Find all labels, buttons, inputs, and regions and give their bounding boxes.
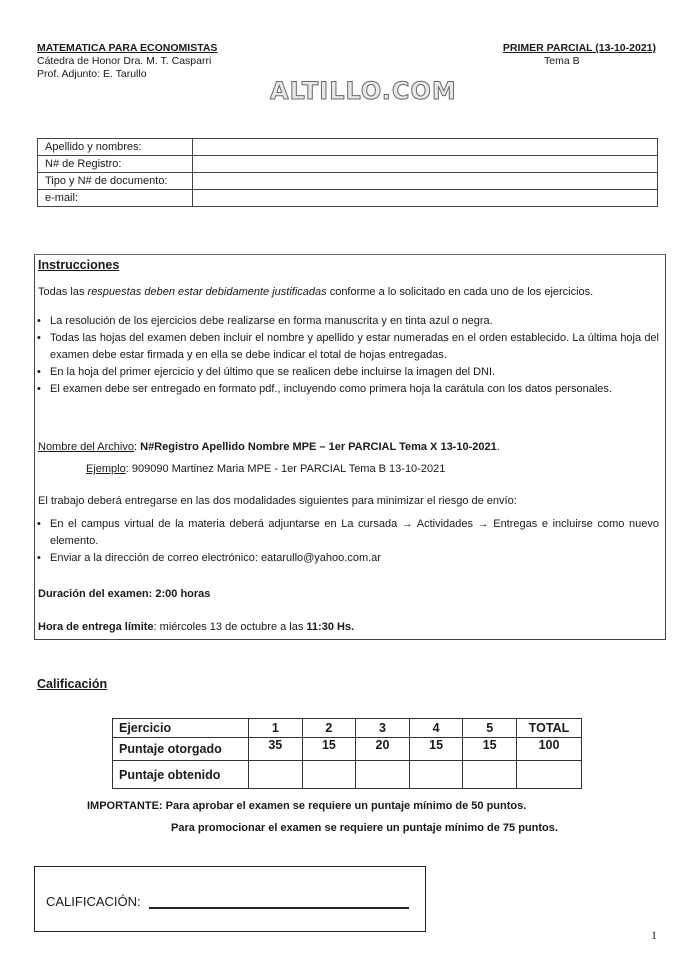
intro-text: Todas las — [38, 286, 88, 298]
table-cell: 3 — [356, 719, 410, 738]
chair-name: Cátedra de Honor Dra. M. T. Casparri — [37, 55, 212, 67]
info-label: Apellido y nombres: — [38, 139, 193, 156]
promotion-note: Para promocionar el examen se requiere un puntaje mínimo de 75 puntos. — [171, 822, 558, 834]
score-input[interactable] — [249, 761, 303, 789]
score-input[interactable] — [517, 761, 582, 789]
professor-name: Prof. Adjunto: E. Tarullo — [37, 68, 147, 80]
exam-tema: Tema B — [544, 55, 580, 67]
file-sep: : — [134, 441, 141, 453]
instructions-title: Instrucciones — [38, 258, 120, 272]
intro-emphasis: respuestas deben estar debidamente justificadas — [87, 286, 327, 298]
score-input[interactable] — [356, 761, 410, 789]
info-input-email[interactable] — [193, 190, 658, 207]
file-label: Nombre del Archivo — [38, 441, 134, 453]
important-note: IMPORTANTE: Para aprobar el examen se requiere un puntaje mínimo de 50 puntos. — [87, 800, 527, 812]
table-cell: 35 — [249, 738, 303, 761]
list-item: • Enviar a la dirección de correo electrónico: eatarullo@yahoo.com.ar — [37, 550, 659, 567]
table-cell: 1 — [249, 719, 303, 738]
info-input-name[interactable] — [193, 139, 658, 156]
student-info-table — [37, 138, 658, 207]
score-input[interactable] — [463, 761, 517, 789]
file-name-line — [38, 439, 660, 456]
list-item: • En la hoja del primer ejercicio y del último que se realicen debe incluirse la imagen del DNI. — [37, 364, 659, 381]
deadline-line — [38, 619, 660, 636]
info-label: N# de Registro: — [38, 156, 193, 173]
delivery-intro: El trabajo deberá entregarse en las dos modalidades siguientes para minimizar el riesgo de envío: — [38, 495, 517, 507]
table-cell: 5 — [463, 719, 517, 738]
intro-text-end: conforme a lo solicitado en cada uno de los ejercicios. — [326, 286, 594, 298]
page-number: 1 — [651, 928, 657, 942]
deadline-label: Hora de entrega límite — [38, 621, 154, 633]
list-item: • La resolución de los ejercicios debe realizarse en forma manuscrita y en tinta azul o negra. — [37, 313, 659, 330]
score-input[interactable] — [409, 761, 463, 789]
course-title: MATEMATICA PARA ECONOMISTAS — [37, 42, 218, 54]
table-row — [113, 719, 582, 738]
instructions-box — [34, 254, 666, 640]
table-cell: 20 — [356, 738, 410, 761]
table-cell: 15 — [409, 738, 463, 761]
grading-title: Calificación — [37, 677, 108, 691]
table-cell: Puntaje obtenido — [113, 761, 249, 789]
table-cell: 4 — [409, 719, 463, 738]
table-cell: 100 — [517, 738, 582, 761]
final-grade-box — [34, 866, 426, 932]
table-cell: TOTAL — [517, 719, 582, 738]
table-cell: 15 — [302, 738, 356, 761]
example-value: : 909090 Martinez Maria MPE - 1er PARCIAL Tema B 13-10-2021 — [125, 463, 446, 475]
info-input-registro[interactable] — [193, 156, 658, 173]
list-item: • Todas las hojas del examen deben incluir el nombre y apellido y estar numeradas en el orden establecido. La última hoja del examen debe estar firmada y en ella se debe indicar el total de hojas entregadas. — [37, 330, 659, 364]
grading-table — [112, 718, 582, 789]
list-item: • En el campus virtual de la materia deberá adjuntarse en La cursada → Actividades → Entregas e incluirse como nuevo elemento. — [37, 516, 659, 550]
file-end: . — [496, 441, 500, 453]
table-cell: Ejercicio — [113, 719, 249, 738]
info-label: Tipo y N# de documento: — [38, 173, 193, 190]
info-label: e-mail: — [38, 190, 193, 207]
info-row — [38, 190, 658, 207]
exam-title: PRIMER PARCIAL (13-10-2021) — [502, 42, 656, 54]
example-label: Ejemplo — [86, 463, 126, 475]
score-input[interactable] — [302, 761, 356, 789]
table-cell: 15 — [463, 738, 517, 761]
final-grade-line[interactable] — [149, 907, 409, 909]
instructions-intro — [38, 284, 660, 301]
file-format: N#Registro Apellido Nombre MPE – 1er PARCIAL Tema X 13-10-2021 — [140, 441, 497, 453]
table-row — [113, 738, 582, 761]
info-row — [38, 139, 658, 156]
duration-label: Duración del examen — [38, 588, 149, 600]
duration-value: : 2:00 horas — [148, 588, 211, 600]
altillo-logo: ALTILLO.COM — [270, 77, 457, 105]
deadline-value: : miércoles 13 de octubre a las — [153, 621, 307, 633]
rules-list — [37, 313, 659, 398]
table-cell: Puntaje otorgado — [113, 738, 249, 761]
table-cell: 2 — [302, 719, 356, 738]
final-grade-label: CALIFICACIÓN: — [46, 894, 141, 909]
info-row — [38, 156, 658, 173]
info-input-documento[interactable] — [193, 173, 658, 190]
table-row — [113, 761, 582, 789]
deadline-time: 11:30 Hs. — [306, 621, 355, 633]
duration-line — [38, 586, 660, 603]
example-line — [86, 461, 656, 478]
info-row — [38, 173, 658, 190]
list-item: • El examen debe ser entregado en formato pdf., incluyendo como primera hoja la carátula con los datos personales. — [37, 381, 659, 398]
delivery-list — [37, 516, 659, 567]
